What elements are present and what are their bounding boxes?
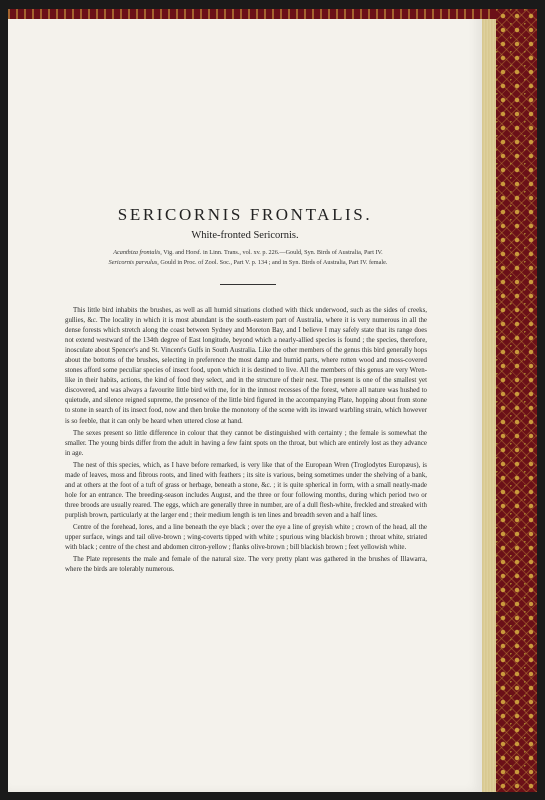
book-cover <box>496 9 537 792</box>
paragraph-description: Centre of the forehead, lores, and a line beneath the eye black ; over the eye a line of greyish white ; crown of the head, all the upper surface, wings and tail olive-brown ; wing-coverts tipped with white ; spurious wing blackish brown ; throat white, striated with black ; centre of the chest and abdomen citron-yellow ; flanks olive-brown ; bill blackish brown ; feet yellowish white. <box>65 523 427 552</box>
synonym-reference: Gould in Proc. of Zool. Soc., Part V. p. 134 ; and in Syn. Birds of Australia, Part IV. female. <box>158 259 388 266</box>
paragraph-nest: The nest of this species, which, as I have before remarked, is very like that of the European Wren (Troglodytes Europæus), is made of leaves, moss and fibrous roots, and lined with feathers ; its site is various, being sometimes under the shelving of a bank, and at others at the foot of a tuft of grass or herbage, beneath a stone, &c. ; it is quite spherical in form, with a small neatly-made hole for an entrance. The breeding-season includes August, and the three or four following months, during which period two or three broods are usually reared. The eggs, which are generally three in number, are of a dull flesh-white, freckled and streaked with purplish brown, particularly at the larger end ; their medium length is ten lines and breadth seven and a half lines. <box>65 461 427 519</box>
synonymy-line <box>48 249 448 256</box>
plate-title: SERICORNIS FRONTALIS. <box>117 205 373 224</box>
body-text <box>65 306 427 577</box>
synonym-reference: Vig. and Horsf. in Linn. Trans., vol. xv. p. 226.—Gould, Syn. Birds of Australia, Part IV. <box>161 249 383 256</box>
synonym-name: Acanthiza frontalis, <box>113 249 162 256</box>
divider-rule <box>220 284 276 285</box>
paragraph-habitat: This little bird inhabits the brushes, as well as all humid situations clothed with thick underwood, such as the sides of creeks, gullies, &c. The locality in which it is most abundant is the south-eastern part of Australia, where it is very numerous in all the dense forests which stretch along the coast between Sydney and Moreton Bay, and I believe I may safely state that its range does not extend westward of the 134th degree of East longitude, beyond which a nearly-allied species is found ; the species, therefore, inosculate about Spencer's and St. Vincent's Gulfs in South Australia. Like the other members of the genus this bird generally hops about the bottoms of the brushes, selecting in preference the most damp and humid parts, where rotten wood and moss-covered stones afford some peculiar species of insect food, upon which it is destined to live. All the members of this genus are very Wren-like in their habits, actions, the kind of food they select, and in the structure of their nest. The present is one of the smallest yet discovered, and was always a favourite little bird with me, for in the inmost recesses of the forest, where all nature was hushed to quietude, and silence reigned supreme, the presence of the little bird figured in the accompanying Plate, hopping about from stone to stone in search of its insect food, now and then broke the monotony of the scene with its inward warbling strain, which however is so feeble, that it can only be heard when uttered close at hand. <box>65 307 427 425</box>
page-edges <box>482 9 496 792</box>
synonym-name: Sericornis parvulus, <box>108 259 159 266</box>
paragraph-sexes: The sexes present so little difference in colour that they cannot be distinguished with certainty ; the female is somewhat the smaller. The young birds differ from the adult in having a few faint spots on the throat, but which are entirely lost as they advance in age. <box>65 429 427 457</box>
book-cover-top <box>8 9 537 19</box>
paragraph-plate-note: The Plate represents the male and female of the natural size. The very pretty plant was gathered in the brushes of Illawarra, where the birds are tolerably numerous. <box>65 556 427 574</box>
book-page <box>8 9 482 792</box>
plate-subtitle: White-fronted Sericornis. <box>191 230 299 241</box>
synonymy-line <box>48 259 448 266</box>
